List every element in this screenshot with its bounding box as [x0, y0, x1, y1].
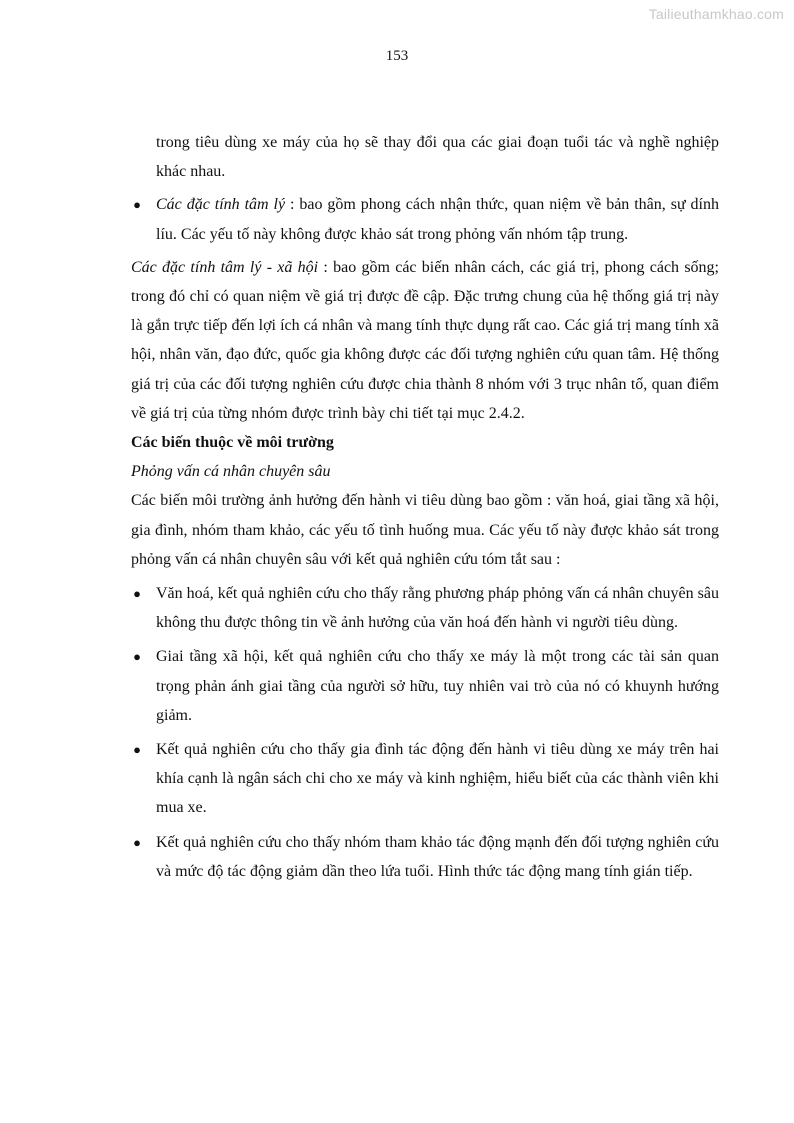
psychosocial-term: Các đặc tính tâm lý - xã hội	[131, 258, 319, 276]
bullet-icon: ●	[133, 834, 141, 850]
list-item-text: Kết quả nghiên cứu cho thấy gia đình tác động đến hành vi tiêu dùng xe máy trên hai khía cạnh là ngân sách chi cho xe máy và kinh nghiệm, hiểu biết của các thành viên khi mua xe.	[156, 741, 719, 817]
watermark: Tailieuthamkhao.com	[648, 6, 784, 22]
bullet-icon: ●	[133, 586, 141, 602]
psych-traits-bullet	[131, 190, 719, 248]
bullet-icon: ●	[133, 649, 141, 665]
bullet-icon: ●	[133, 197, 141, 213]
psych-traits-term: Các đặc tính tâm lý	[156, 196, 286, 214]
list-item	[131, 735, 719, 823]
psych-traits-text: : bao gồm phong cách nhận thức, quan niệm về bản thân, sự dính líu. Các yếu tố này không được khảo sát trong phỏng vấn nhóm tập trung.	[156, 196, 719, 243]
list-item	[131, 828, 719, 886]
list-item-text: Giai tầng xã hội, kết quả nghiên cứu cho thấy xe máy là một trong các tài sản quan trọng phản ánh giai tầng của người sở hữu, tuy nhiên vai trò của nó có khuynh hướng giảm.	[156, 648, 719, 724]
subsection-heading-interview: Phỏng vấn cá nhân chuyên sâu	[131, 463, 331, 481]
section-heading-environment: Các biến thuộc về môi trường	[131, 434, 334, 452]
page-number: 153	[385, 48, 409, 64]
bullet-icon: ●	[133, 742, 141, 758]
list-item-text: Văn hoá, kết quả nghiên cứu cho thấy rằng phương pháp phỏng vấn cá nhân chuyên sâu không thu được thông tin về ảnh hưởng của văn hoá đến hành vi người tiêu dùng.	[156, 585, 719, 632]
environment-intro-paragraph: Các biến môi trường ảnh hưởng đến hành vi tiêu dùng bao gồm : văn hoá, giai tầng xã hội, gia đình, nhóm tham khảo, các yếu tố tình huống mua. Các yếu tố này được khảo sát trong phỏng vấn cá nhân chuyên sâu với kết quả nghiên cứu tóm tắt sau :	[131, 492, 719, 568]
psychosocial-paragraph	[131, 253, 719, 428]
continuation-paragraph: trong tiêu dùng xe máy của họ sẽ thay đổi qua các giai đoạn tuổi tác và nghề nghiệp khác nhau.	[156, 134, 719, 181]
page-body	[131, 128, 719, 886]
list-item	[131, 579, 719, 637]
list-item	[131, 642, 719, 730]
list-item-text: Kết quả nghiên cứu cho thấy nhóm tham khảo tác động mạnh đến đối tượng nghiên cứu và mức độ tác động giảm dần theo lứa tuổi. Hình thức tác động mang tính gián tiếp.	[156, 833, 719, 880]
psychosocial-text: : bao gồm các biến nhân cách, các giá trị, phong cách sống; trong đó chỉ có quan niệm về giá trị được đề cập. Đặc trưng chung của hệ thống giá trị này là gắn trực tiếp đến lợi ích cá nhân và mang tính thực dụng rất cao. Các giá trị mang tính xã hội, nhân văn, đạo đức, quốc gia không được các đối tượng nghiên cứu quan tâm. Hệ thống giá trị của các đối tượng nghiên cứu được chia thành 8 nhóm với 3 trục nhân tố, quan điểm về giá trị của từng nhóm được trình bày chi tiết tại mục 2.4.2.	[131, 258, 720, 422]
